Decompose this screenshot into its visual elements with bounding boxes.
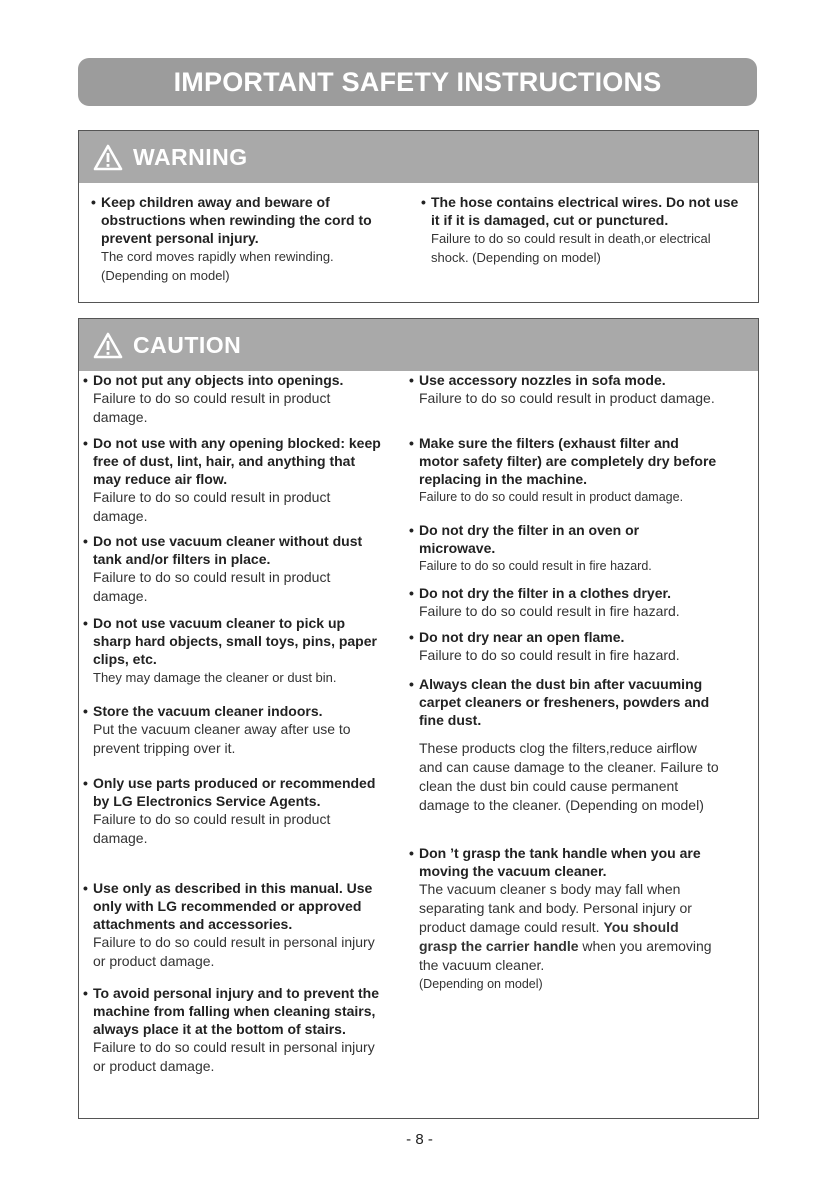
caution-triangle-icon xyxy=(93,332,123,359)
caution-item xyxy=(83,371,383,427)
item-head: Make sure the filters (exhaust filter and motor safety filter) are completely dry before replacing in the machine. xyxy=(419,435,717,487)
item-body xyxy=(419,880,719,975)
item-head: Keep children away and beware of obstructions when rewinding the cord to prevent personal injury. xyxy=(101,194,372,246)
bullet: • xyxy=(83,703,88,719)
item-head: Always clean the dust bin after vacuuming carpet cleaners or fresheners, powders and fine dust. xyxy=(419,676,710,728)
caution-item xyxy=(409,434,719,507)
item-head: Use only as described in this manual. Use only with LG recommended or approved attachments and accessories. xyxy=(93,880,373,932)
bullet: • xyxy=(409,435,414,451)
bullet: • xyxy=(83,372,88,388)
bullet: • xyxy=(83,985,88,1001)
bullet: • xyxy=(91,194,96,210)
caution-header xyxy=(79,319,758,371)
caution-item xyxy=(83,614,383,687)
item-body: Failure to do so could result in product damage. xyxy=(93,569,331,604)
caution-item xyxy=(409,628,719,665)
bullet: • xyxy=(409,585,414,601)
item-head: Do not dry the filter in a clothes dryer. xyxy=(419,585,672,601)
caution-item xyxy=(409,371,719,408)
item-head: The hose contains electrical wires. Do not use it if it is damaged, cut or punctured. xyxy=(431,194,739,228)
bullet: • xyxy=(83,533,88,549)
item-body: Failure to do so could result in product damage. xyxy=(93,390,331,425)
bullet: • xyxy=(83,775,88,791)
item-head: To avoid personal injury and to prevent the machine from falling when cleaning stairs, always place it at the bottom of stairs. xyxy=(93,985,380,1037)
item-body-text: The vacuum cleaner s body may fall when separating tank and body. Personal injury or product damage could result. xyxy=(419,881,692,935)
item-body: Failure to do so could result in personal injury or product damage. xyxy=(93,934,375,969)
caution-item xyxy=(409,844,719,994)
warning-item xyxy=(421,193,749,267)
warning-label: WARNING xyxy=(133,143,248,170)
warning-item xyxy=(91,193,401,285)
item-body: Failure to do so could result in personal injury or product damage. xyxy=(93,1039,375,1074)
caution-label: CAUTION xyxy=(133,331,242,358)
bullet: • xyxy=(83,435,88,451)
item-note: (Depending on model) xyxy=(419,977,543,991)
item-body: Failure to do so could result in product damage. xyxy=(419,490,684,504)
item-body: Put the vacuum cleaner away after use to prevent tripping over it. xyxy=(93,721,351,756)
item-body: Failure to do so could result in product damage. xyxy=(93,811,331,846)
item-body: The cord moves rapidly when rewinding. (Depending on model) xyxy=(101,249,334,283)
caution-item xyxy=(83,702,383,758)
item-body-text-after: when you aremoving the vacuum cleaner. xyxy=(419,938,712,973)
warning-box xyxy=(78,130,759,303)
item-head: Don ’t grasp the tank handle when you are moving the vacuum cleaner. xyxy=(419,845,701,879)
bullet: • xyxy=(83,880,88,896)
bullet: • xyxy=(409,845,414,861)
item-body: They may damage the cleaner or dust bin. xyxy=(93,670,337,685)
item-body-emphasis: You should grasp the carrier handle xyxy=(419,919,679,954)
bullet: • xyxy=(421,194,426,210)
item-body: Failure to do so could result in product damage. xyxy=(419,390,715,406)
item-head: Do not put any objects into openings. xyxy=(93,372,344,388)
bullet: • xyxy=(409,522,414,538)
caution-box xyxy=(78,318,759,1119)
page-number: - 8 - xyxy=(406,1131,433,1148)
bullet: • xyxy=(83,615,88,631)
warning-header xyxy=(79,131,758,183)
item-body: Failure to do so could result in fire hazard. xyxy=(419,647,680,663)
caution-item xyxy=(409,521,719,576)
caution-item xyxy=(83,879,383,971)
caution-item xyxy=(409,584,719,621)
item-body: Failure to do so could result in death,or electrical shock. (Depending on model) xyxy=(431,231,711,265)
item-head: Do not dry the filter in an oven or microwave. xyxy=(419,522,640,556)
caution-item xyxy=(83,774,383,848)
caution-item xyxy=(409,675,719,815)
item-body: Failure to do so could result in fire hazard. xyxy=(419,603,680,619)
bullet: • xyxy=(409,629,414,645)
item-head: Do not use with any opening blocked: keep free of dust, lint, hair, and anything that may reduce air flow. xyxy=(93,435,381,487)
bullet: • xyxy=(409,676,414,692)
item-head: Store the vacuum cleaner indoors. xyxy=(93,703,323,719)
page-title: IMPORTANT SAFETY INSTRUCTIONS xyxy=(173,66,662,97)
item-body: Failure to do so could result in product damage. xyxy=(93,489,331,524)
item-body: Failure to do so could result in fire hazard. xyxy=(419,559,652,573)
caution-item xyxy=(83,984,383,1076)
item-head: Do not use vacuum cleaner to pick up sharp hard objects, small toys, pins, paper clips, etc. xyxy=(93,615,377,667)
item-body: These products clog the filters,reduce airflow and can cause damage to the cleaner. Failure to clean the dust bin could cause permanent damage to the cleaner. (Depending on model) xyxy=(419,740,719,813)
item-head: Do not dry near an open flame. xyxy=(419,629,625,645)
caution-item xyxy=(83,434,383,526)
warning-triangle-icon xyxy=(93,144,123,171)
bullet: • xyxy=(409,372,414,388)
caution-item xyxy=(83,532,383,606)
item-head: Use accessory nozzles in sofa mode. xyxy=(419,372,666,388)
item-head: Only use parts produced or recommended by LG Electronics Service Agents. xyxy=(93,775,376,809)
title-banner xyxy=(78,58,757,106)
item-head: Do not use vacuum cleaner without dust tank and/or filters in place. xyxy=(93,533,363,567)
